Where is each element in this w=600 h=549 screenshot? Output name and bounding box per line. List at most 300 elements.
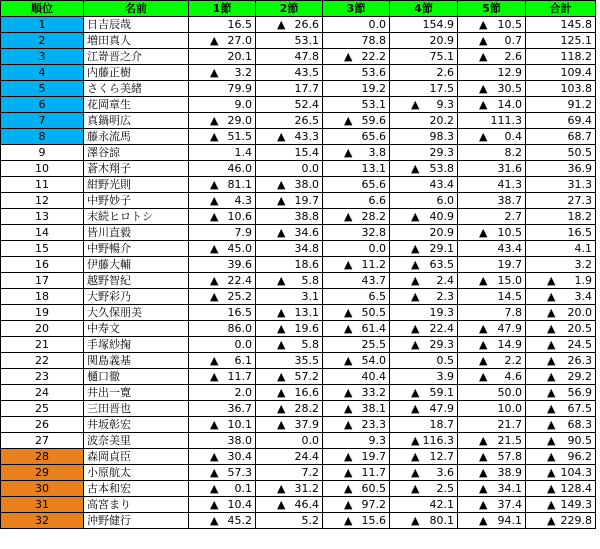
section-3-cell [323,353,390,369]
score-value: 46.4 [294,498,319,511]
section-2-cell [256,81,323,97]
total-cell [526,257,596,273]
section-4-cell [390,337,458,353]
player-name-cell: 中寿文 [84,321,189,337]
score-value: 42.1 [429,498,454,511]
section-3-cell [323,65,390,81]
rank-cell: 27 [1,433,84,449]
player-name-cell: 紺野光則 [84,177,189,193]
player-name-cell: 中野妙子 [84,193,189,209]
section-3-cell [323,465,390,481]
section-2-cell [256,433,323,449]
score-value: 32.8 [361,226,386,239]
score-value: 86.0 [227,322,252,335]
rank-cell: 15 [1,241,84,257]
negative-triangle-icon: ▲ [547,466,556,479]
score-value: 34.1 [497,482,522,495]
score-value: 15.4 [294,146,319,159]
negative-triangle-icon: ▲ [344,402,353,415]
section-5-cell [458,161,526,177]
rank-cell: 30 [1,481,84,497]
total-cell [526,289,596,305]
score-value: 17.5 [429,82,454,95]
negative-triangle-icon: ▲ [210,242,219,255]
player-name-cell: 三田晋也 [84,401,189,417]
total-cell [526,417,596,433]
score-value: 3.8 [368,146,386,159]
total-cell [526,161,596,177]
negative-triangle-icon: ▲ [479,498,488,511]
section-4-cell [390,273,458,289]
score-value: 23.3 [361,418,386,431]
section-1-cell [189,17,256,33]
score-value: 10.4 [227,498,252,511]
section-2-cell [256,481,323,497]
score-value: 4.3 [234,194,252,207]
table-row [1,273,596,289]
table-row [1,465,596,481]
section-5-cell [458,65,526,81]
score-value: 15.0 [497,274,522,287]
header-name: 名前 [84,1,189,17]
section-5-cell [458,225,526,241]
section-1-cell [189,81,256,97]
player-name-cell: 大野彩乃 [84,289,189,305]
player-name-cell: 波奈美里 [84,433,189,449]
table-row [1,33,596,49]
rank-cell: 10 [1,161,84,177]
section-5-cell [458,321,526,337]
table-row [1,289,596,305]
section-2-cell [256,177,323,193]
section-3-cell [323,433,390,449]
section-5-cell [458,257,526,273]
score-value: 20.5 [567,322,592,335]
section-3-cell [323,513,390,529]
section-3-cell [323,273,390,289]
table-row [1,161,596,177]
negative-triangle-icon: ▲ [277,226,286,239]
section-2-cell [256,305,323,321]
section-4-cell [390,129,458,145]
section-1-cell [189,177,256,193]
negative-triangle-icon: ▲ [277,498,286,511]
negative-triangle-icon: ▲ [479,466,488,479]
score-value: 0.5 [436,354,454,367]
section-5-cell [458,449,526,465]
total-cell [526,241,596,257]
score-value: 53.1 [361,98,386,111]
score-value: 0.0 [301,434,319,447]
section-1-cell [189,449,256,465]
section-1-cell [189,273,256,289]
section-2-cell [256,497,323,513]
score-value: 111.3 [490,114,522,127]
negative-triangle-icon: ▲ [210,274,219,287]
score-value: 94.1 [497,514,522,527]
score-value: 26.6 [294,18,319,31]
negative-triangle-icon: ▲ [411,322,420,335]
section-3-cell [323,193,390,209]
section-5-cell [458,49,526,65]
section-5-cell [458,433,526,449]
rank-cell: 28 [1,449,84,465]
score-value: 19.7 [294,194,319,207]
header-row [1,1,596,17]
section-4-cell [390,497,458,513]
score-value: 149.3 [560,498,592,511]
score-value: 61.4 [361,322,386,335]
section-5-cell [458,113,526,129]
score-value: 30.5 [497,82,522,95]
player-name-cell: 真鍋明広 [84,113,189,129]
score-value: 16.5 [227,306,252,319]
total-cell [526,193,596,209]
score-value: 41.3 [497,178,522,191]
negative-triangle-icon: ▲ [479,50,488,63]
score-value: 6.0 [436,194,454,207]
score-value: 30.4 [227,450,252,463]
negative-triangle-icon: ▲ [344,258,353,271]
table-row [1,257,596,273]
negative-triangle-icon: ▲ [344,450,353,463]
score-value: 14.5 [497,290,522,303]
section-1-cell [189,209,256,225]
score-value: 53.8 [429,162,454,175]
negative-triangle-icon: ▲ [547,402,556,415]
negative-triangle-icon: ▲ [210,210,219,223]
player-name-cell: 日吉辰哉 [84,17,189,33]
table-row [1,305,596,321]
section-3-cell [323,17,390,33]
score-value: 57.8 [497,450,522,463]
score-value: 116.3 [422,434,454,447]
score-value: 38.0 [227,434,252,447]
rank-cell: 32 [1,513,84,529]
score-value: 31.2 [294,482,319,495]
score-value: 11.2 [361,258,386,271]
table-row [1,241,596,257]
score-value: 5.8 [301,338,319,351]
section-5-cell [458,305,526,321]
player-name-cell: 森岡貞臣 [84,449,189,465]
negative-triangle-icon: ▲ [277,482,286,495]
section-3-cell [323,33,390,49]
section-3-cell [323,257,390,273]
section-1-cell [189,161,256,177]
table-row [1,49,596,65]
score-value: 24.5 [567,338,592,351]
score-value: 37.4 [497,498,522,511]
negative-triangle-icon: ▲ [411,450,420,463]
score-value: 0.4 [504,130,522,143]
section-5-cell [458,17,526,33]
score-value: 40.4 [361,370,386,383]
section-5-cell [458,513,526,529]
negative-triangle-icon: ▲ [547,306,556,319]
negative-triangle-icon: ▲ [277,322,286,335]
table-row [1,225,596,241]
section-5-cell [458,273,526,289]
rank-cell: 20 [1,321,84,337]
total-cell [526,145,596,161]
negative-triangle-icon: ▲ [210,194,219,207]
section-4-cell [390,33,458,49]
section-2-cell [256,321,323,337]
score-value: 16.5 [227,18,252,31]
score-value: 22.4 [429,322,454,335]
section-1-cell [189,305,256,321]
negative-triangle-icon: ▲ [210,370,219,383]
rank-cell: 6 [1,97,84,113]
rank-cell: 29 [1,465,84,481]
section-2-cell [256,161,323,177]
section-4-cell [390,81,458,97]
section-2-cell [256,33,323,49]
score-value: 68.7 [567,130,592,143]
player-name-cell: 小原航太 [84,465,189,481]
score-value: 11.7 [227,370,252,383]
negative-triangle-icon: ▲ [277,370,286,383]
negative-triangle-icon: ▲ [479,98,488,111]
section-2-cell [256,513,323,529]
score-value: 38.1 [361,402,386,415]
total-cell [526,17,596,33]
score-value: 6.1 [234,354,252,367]
score-value: 10.0 [497,402,522,415]
section-2-cell [256,417,323,433]
score-value: 24.4 [294,450,319,463]
score-value: 52.4 [294,98,319,111]
section-3-cell [323,145,390,161]
score-value: 125.1 [560,34,592,47]
total-cell [526,97,596,113]
score-value: 46.0 [227,162,252,175]
total-cell [526,177,596,193]
section-1-cell [189,353,256,369]
player-name-cell: 増田真人 [84,33,189,49]
negative-triangle-icon: ▲ [547,482,556,495]
negative-triangle-icon: ▲ [210,66,219,79]
negative-triangle-icon: ▲ [411,466,420,479]
negative-triangle-icon: ▲ [411,274,420,287]
score-value: 67.5 [567,402,592,415]
score-value: 16.6 [294,386,319,399]
section-1-cell [189,369,256,385]
section-2-cell [256,241,323,257]
section-1-cell [189,433,256,449]
score-value: 36.9 [567,162,592,175]
section-4-cell [390,241,458,257]
negative-triangle-icon: ▲ [547,274,556,287]
section-2-cell [256,225,323,241]
player-name-cell: 古本和宏 [84,481,189,497]
player-name-cell: 樋口徹 [84,369,189,385]
player-name-cell: さくら美緒 [84,81,189,97]
section-4-cell [390,305,458,321]
negative-triangle-icon: ▲ [277,18,286,31]
section-3-cell [323,417,390,433]
score-value: 20.9 [429,34,454,47]
section-2-cell [256,401,323,417]
score-value: 14.9 [497,338,522,351]
score-value: 38.7 [497,194,522,207]
table-row [1,65,596,81]
negative-triangle-icon: ▲ [547,354,556,367]
section-1-cell [189,49,256,65]
negative-triangle-icon: ▲ [210,482,219,495]
table-row [1,209,596,225]
score-value: 75.1 [429,50,454,63]
score-value: 34.6 [294,226,319,239]
total-cell [526,385,596,401]
score-value: 14.0 [497,98,522,111]
section-4-cell [390,385,458,401]
score-value: 68.3 [567,418,592,431]
table-row [1,481,596,497]
score-value: 10.5 [497,18,522,31]
negative-triangle-icon: ▲ [344,306,353,319]
score-value: 45.0 [227,242,252,255]
score-value: 50.0 [497,386,522,399]
player-name-cell: 内藤正樹 [84,65,189,81]
score-value: 19.7 [497,258,522,271]
score-value: 18.6 [294,258,319,271]
score-value: 2.4 [436,274,454,287]
score-value: 5.2 [301,514,319,527]
score-value: 29.0 [227,114,252,127]
section-3-cell [323,401,390,417]
section-3-cell [323,113,390,129]
rank-cell: 19 [1,305,84,321]
score-value: 19.6 [294,322,319,335]
section-1-cell [189,225,256,241]
negative-triangle-icon: ▲ [411,386,420,399]
section-3-cell [323,81,390,97]
total-cell [526,481,596,497]
table-row [1,449,596,465]
score-value: 10.1 [227,418,252,431]
negative-triangle-icon: ▲ [547,450,556,463]
player-name-cell: 藤永流馬 [84,129,189,145]
player-name-cell: 井坂彰宏 [84,417,189,433]
total-cell [526,433,596,449]
score-value: 29.2 [567,370,592,383]
section-2-cell [256,449,323,465]
score-value: 43.5 [294,66,319,79]
negative-triangle-icon: ▲ [411,98,420,111]
section-5-cell [458,401,526,417]
rank-cell: 9 [1,145,84,161]
header-section-2: 2節 [256,1,323,17]
negative-triangle-icon: ▲ [411,242,420,255]
section-4-cell [390,257,458,273]
score-value: 43.3 [294,130,319,143]
score-value: 2.0 [234,386,252,399]
section-5-cell [458,337,526,353]
section-2-cell [256,209,323,225]
score-value: 3.2 [234,66,252,79]
negative-triangle-icon: ▲ [411,338,420,351]
section-4-cell [390,225,458,241]
player-name-cell: 江嵜晋之介 [84,49,189,65]
score-value: 38.8 [294,210,319,223]
score-value: 9.3 [368,434,386,447]
rank-cell: 8 [1,129,84,145]
score-value: 25.5 [361,338,386,351]
negative-triangle-icon: ▲ [210,466,219,479]
section-2-cell [256,145,323,161]
score-value: 0.1 [234,482,252,495]
score-value: 63.5 [429,258,454,271]
negative-triangle-icon: ▲ [479,130,488,143]
negative-triangle-icon: ▲ [411,482,420,495]
player-name-cell: 伊藤大輔 [84,257,189,273]
rank-cell: 1 [1,17,84,33]
score-value: 27.3 [567,194,592,207]
score-value: 0.0 [234,338,252,351]
rank-cell: 14 [1,225,84,241]
section-5-cell [458,145,526,161]
total-cell [526,449,596,465]
score-value: 47.9 [497,322,522,335]
negative-triangle-icon: ▲ [479,338,488,351]
section-4-cell [390,369,458,385]
section-3-cell [323,385,390,401]
score-value: 0.0 [368,242,386,255]
rank-cell: 31 [1,497,84,513]
score-value: 96.2 [567,450,592,463]
score-value: 81.1 [227,178,252,191]
table-row [1,337,596,353]
table-row [1,97,596,113]
score-value: 35.5 [294,354,319,367]
total-cell [526,321,596,337]
score-value: 10.5 [497,226,522,239]
section-4-cell [390,289,458,305]
score-value: 13.1 [294,306,319,319]
section-3-cell [323,241,390,257]
negative-triangle-icon: ▲ [547,434,556,447]
section-5-cell [458,177,526,193]
section-4-cell [390,177,458,193]
section-4-cell [390,209,458,225]
total-cell [526,465,596,481]
score-value: 2.6 [436,66,454,79]
section-3-cell [323,337,390,353]
score-value: 38.0 [294,178,319,191]
negative-triangle-icon: ▲ [479,354,488,367]
table-row [1,321,596,337]
score-value: 9.3 [436,98,454,111]
table-row [1,145,596,161]
table-row [1,385,596,401]
score-value: 3.2 [574,258,592,271]
negative-triangle-icon: ▲ [479,274,488,287]
rank-cell: 26 [1,417,84,433]
negative-triangle-icon: ▲ [479,434,488,447]
score-value: 69.4 [567,114,592,127]
score-value: 29.3 [429,338,454,351]
section-4-cell [390,193,458,209]
section-2-cell [256,129,323,145]
score-value: 51.5 [227,130,252,143]
negative-triangle-icon: ▲ [547,338,556,351]
total-cell [526,273,596,289]
negative-triangle-icon: ▲ [479,18,488,31]
score-value: 118.2 [560,50,592,63]
table-row [1,513,596,529]
